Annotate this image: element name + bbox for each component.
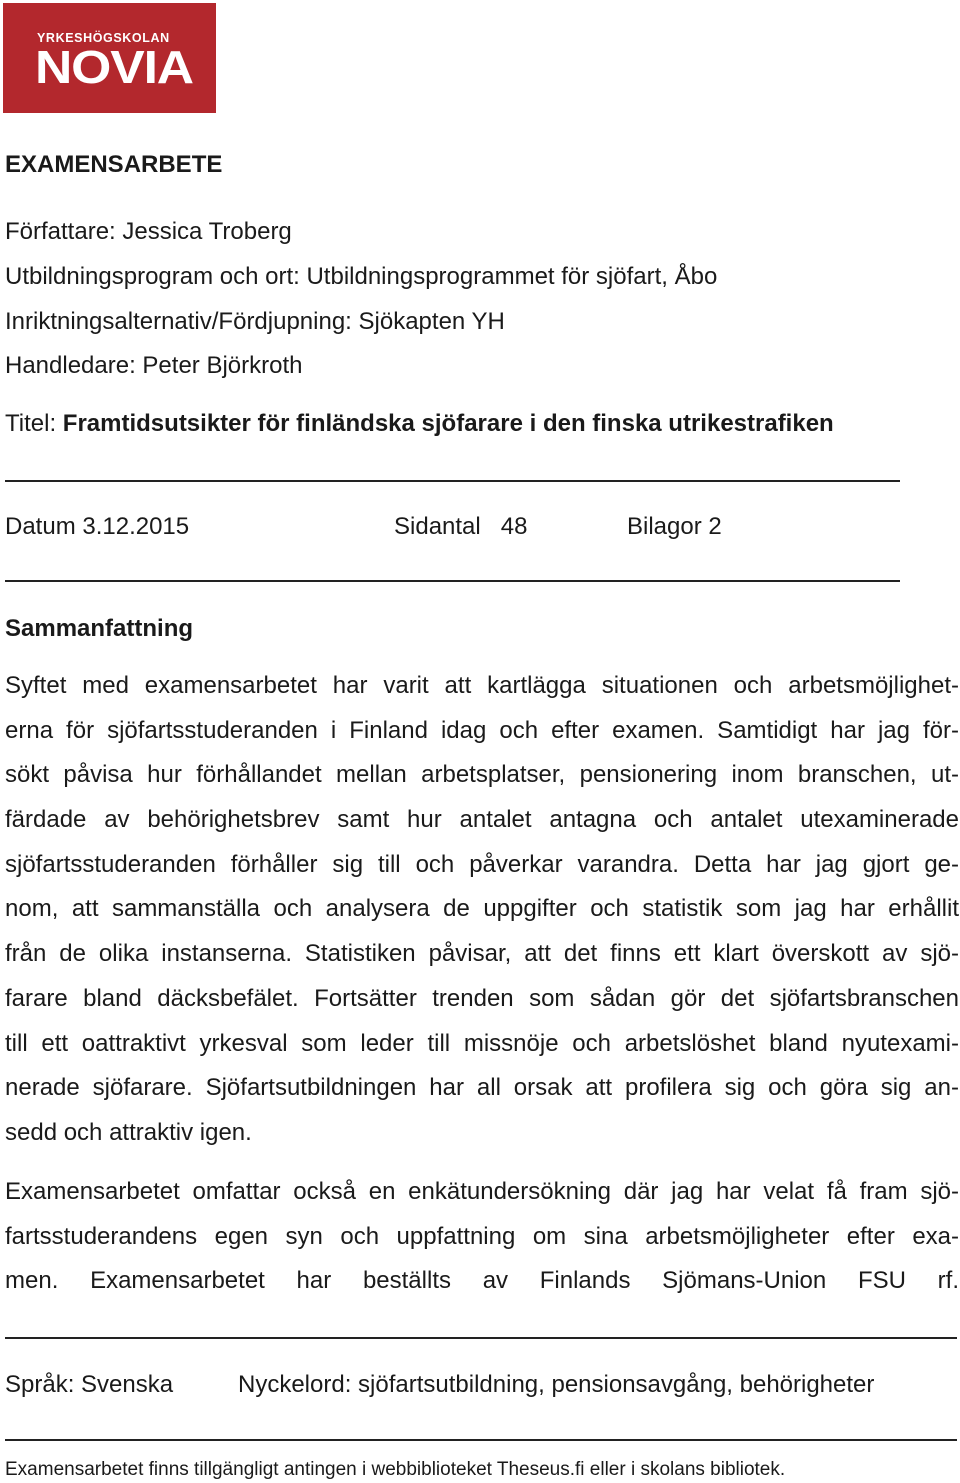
summary-line: fartsstuderandens egen syn och uppfattning om sina arbetsmöjligheter efter exa- <box>5 1222 959 1250</box>
specialization-line: Inriktningsalternativ/Fördjupning: Sjökapten YH <box>5 308 505 335</box>
summary-line: Syftet med examensarbetet har varit att kartlägga situationen och arbetsmöjlighet- <box>5 672 959 699</box>
divider-1 <box>5 480 900 482</box>
document-heading: EXAMENSARBETE <box>5 151 223 178</box>
summary-paragraph-2 <box>5 1170 959 1304</box>
supervisor-line: Handledare: Peter Björkroth <box>5 352 303 379</box>
logo-top-text: YRKESHÖGSKOLAN <box>37 31 170 45</box>
divider-2 <box>5 580 900 582</box>
thesis-title: Framtidsutsikter för finländska sjöfarare i den finska utrikestrafiken <box>62 410 834 437</box>
author-line: Författare: Jessica Troberg <box>5 218 292 245</box>
keywords-field: Nyckelord: sjöfartsutbildning, pensionsavgång, behörigheter <box>238 1371 875 1398</box>
availability-note: Examensarbetet finns tillgängligt antingen i webbiblioteket Theseus.fi eller i skolans bibliotek. <box>5 1459 786 1480</box>
divider-3 <box>5 1337 957 1339</box>
title-line <box>5 410 834 438</box>
logo-name: NOVIA <box>35 41 193 93</box>
summary-paragraph-1 <box>5 664 959 1156</box>
summary-line: erna för sjöfartsstuderanden i Finland idag och efter examen. Samtidigt har jag för- <box>5 716 959 744</box>
divider-4 <box>5 1439 957 1441</box>
summary-line: men. Examensarbetet har beställts av Finlands Sjömans-Union FSU rf. <box>5 1267 959 1295</box>
summary-line: nom, att sammanställa och analysera de uppgifter och statistik som jag har erhållit <box>5 895 959 923</box>
summary-line: Examensarbetet omfattar också en enkätundersökning där jag har velat få fram sjö- <box>5 1178 959 1205</box>
summary-line: sökt påvisa hur förhållandet mellan arbetsplatser, pensionering inom branschen, ut- <box>5 761 959 789</box>
summary-line: nerade sjöfarare. Sjöfartsutbildningen har all orsak att profilera sig och göra sig an- <box>5 1074 959 1102</box>
date-field: Datum 3.12.2015 <box>5 513 190 540</box>
novia-logo-mark <box>3 3 216 113</box>
summary-line: färdade av behörighetsbrev samt hur antalet antagna och antalet utexaminerade <box>5 806 959 834</box>
summary-line: sedd och attraktiv igen. <box>5 1118 252 1146</box>
summary-heading: Sammanfattning <box>5 615 194 642</box>
program-line: Utbildningsprogram och ort: Utbildningsprogrammet för sjöfart, Åbo <box>5 263 718 290</box>
appendices-field: Bilagor 2 <box>627 513 722 540</box>
page-count-field: Sidantal 48 <box>394 513 528 540</box>
summary-line: farare bland däcksbefälet. Fortsätter trenden som sådan gör det sjöfartsbranschen <box>5 984 959 1012</box>
title-label: Titel: <box>5 410 63 437</box>
summary-line: till ett oattraktivt yrkesval som leder till missnöje och arbetslöshet bland nyutexami- <box>5 1029 959 1057</box>
summary-line: sjöfartsstuderanden förhåller sig till och påverkar varandra. Detta har jag gjort ge- <box>5 850 959 878</box>
summary-line: från de olika instanserna. Statistiken påvisar, att det finns ett klart överskott av sjö- <box>5 940 959 968</box>
novia-logo <box>3 3 216 113</box>
language-field: Språk: Svenska <box>5 1371 174 1398</box>
